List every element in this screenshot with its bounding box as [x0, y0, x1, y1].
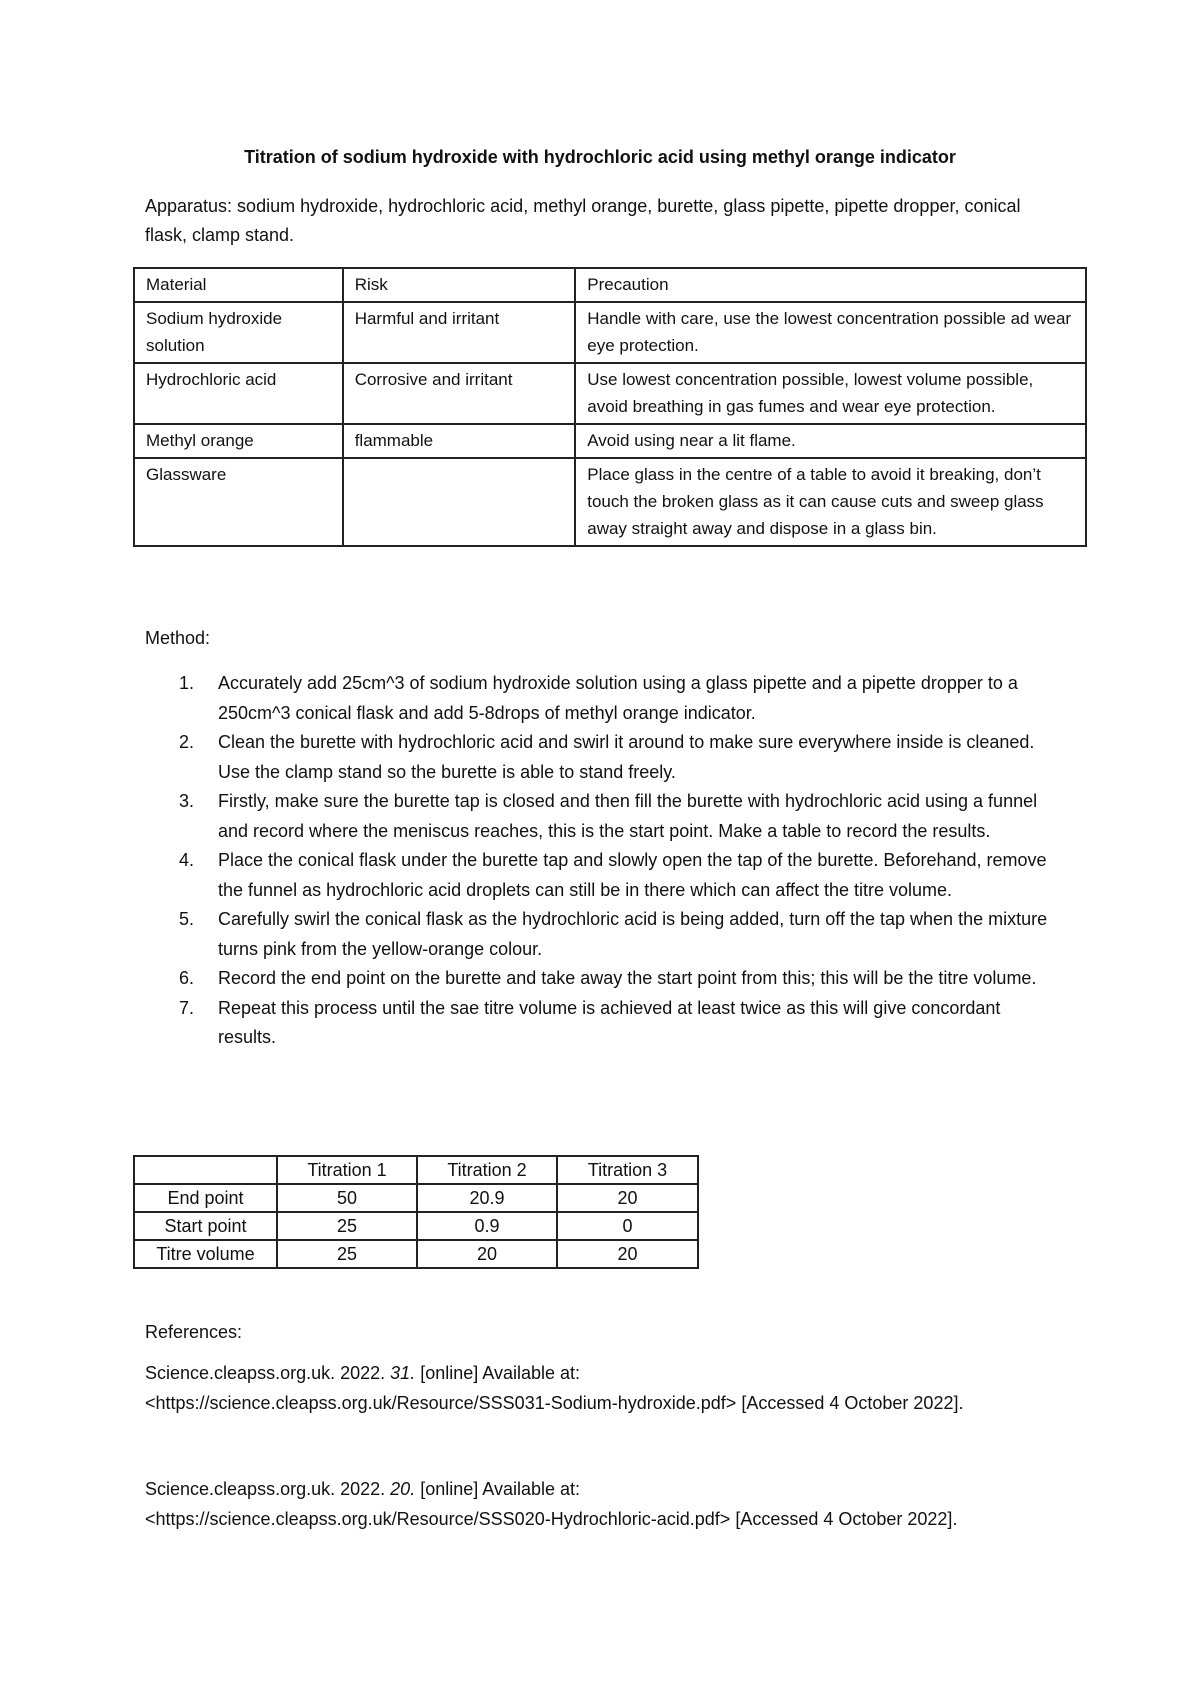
step-number: 2. [179, 732, 195, 752]
table-row [134, 302, 1086, 363]
reference-accessed: [Accessed 4 October 2022]. [735, 1509, 958, 1529]
value-cell: 50 [277, 1184, 417, 1212]
table-row [134, 1212, 698, 1240]
step-text: Firstly, make sure the burette tap is closed and then fill the burette with hydrochloric acid using a funnel and record where the meniscus reaches, this is the start point. Make a table to record the results. [218, 791, 1038, 841]
header-cell: Precaution [575, 268, 1086, 302]
table-row [134, 458, 1086, 546]
method-heading: Method: [145, 628, 211, 648]
header-cell [134, 1156, 277, 1184]
list-item [145, 846, 1060, 905]
risk-cell: flammable [343, 424, 576, 458]
reference-accessed: [Accessed 4 October 2022]. [741, 1393, 964, 1413]
header-cell: Titration 2 [417, 1156, 557, 1184]
precaution-cell: Avoid using near a lit flame. [575, 424, 1086, 458]
list-item [145, 905, 1060, 964]
step-text: Clean the burette with hydrochloric acid and swirl it around to make sure everywhere inside is cleaned. Use the clamp stand so the burette is able to stand freely. [218, 732, 1035, 782]
value-cell: 20 [557, 1184, 698, 1212]
list-item [145, 728, 1060, 787]
reference-url[interactable]: <https://science.cleapss.org.uk/Resource/SSS020-Hydrochloric-acid.pdf> [145, 1509, 731, 1529]
step-number: 7. [179, 997, 195, 1018]
list-item [145, 787, 1060, 846]
material-cell: Hydrochloric acid [134, 363, 343, 424]
risk-cell [343, 458, 576, 546]
table-header-row [134, 1156, 698, 1184]
step-number: 6. [179, 968, 195, 988]
step-number: 1. [179, 673, 195, 693]
table-row [134, 1184, 698, 1212]
method-steps-list [145, 669, 1060, 1053]
step-number: 3. [179, 791, 195, 811]
value-cell: 0.9 [417, 1212, 557, 1240]
step-text: Repeat this process until the sae titre volume is achieved at least twice as this will give concordant results. [218, 997, 1001, 1047]
row-label-cell: End point [134, 1184, 277, 1212]
reference-number: 31. [390, 1363, 416, 1383]
step-number: 5. [179, 909, 195, 929]
precaution-cell: Use lowest concentration possible, lowest volume possible, avoid breathing in gas fumes and wear eye protection. [575, 363, 1086, 424]
precaution-cell: Handle with care, use the lowest concentration possible ad wear eye protection. [575, 302, 1086, 363]
reference-available: [online] Available at: [420, 1363, 581, 1383]
header-cell: Titration 3 [557, 1156, 698, 1184]
step-text: Place the conical flask under the burette tap and slowly open the tap of the burette. Beforehand, remove the funnel as hydrochloric acid droplets can still be in there which can affect the titre volume. [218, 850, 1047, 900]
step-text: Record the end point on the burette and take away the start point from this; this will be the titre volume. [218, 968, 1037, 988]
material-cell: Glassware [134, 458, 343, 546]
reference-available: [online] Available at: [420, 1479, 581, 1499]
value-cell: 25 [277, 1240, 417, 1268]
reference-url[interactable]: <https://science.cleapss.org.uk/Resource/SSS031-Sodium-hydroxide.pdf> [145, 1393, 737, 1413]
document-title: Titration of sodium hydroxide with hydrochloric acid using methyl orange indicator [244, 147, 956, 167]
header-cell: Risk [343, 268, 576, 302]
value-cell: 20.9 [417, 1184, 557, 1212]
apparatus-paragraph: Apparatus: sodium hydroxide, hydrochloric acid, methyl orange, burette, glass pipette, pipette dropper, conical flask, clamp stand. [145, 196, 1021, 245]
reference-entry [145, 1474, 1075, 1534]
reference-site: Science.cleapss.org.uk. 2022. [145, 1479, 386, 1499]
references-heading: References: [145, 1322, 243, 1342]
step-text: Carefully swirl the conical flask as the hydrochloric acid is being added, turn off the tap when the mixture turns pink from the yellow-orange colour. [218, 909, 1048, 959]
header-cell: Material [134, 268, 343, 302]
step-number: 4. [179, 850, 195, 870]
table-row [134, 1240, 698, 1268]
table-header-row [134, 268, 1086, 302]
row-label-cell: Titre volume [134, 1240, 277, 1268]
step-text: Accurately add 25cm^3 of sodium hydroxide solution using a glass pipette and a pipette dropper to a 250cm^3 conical flask and add 5-8drops of methyl orange indicator. [218, 673, 1018, 723]
header-cell: Titration 1 [277, 1156, 417, 1184]
value-cell: 25 [277, 1212, 417, 1240]
reference-number: 20. [390, 1479, 416, 1499]
risk-assessment-table [133, 267, 1087, 547]
risk-cell: Corrosive and irritant [343, 363, 576, 424]
material-cell: Methyl orange [134, 424, 343, 458]
reference-entry [145, 1358, 1075, 1418]
value-cell: 20 [557, 1240, 698, 1268]
list-item [145, 669, 1060, 728]
titration-results-table [133, 1155, 699, 1269]
precaution-cell: Place glass in the centre of a table to avoid it breaking, don’t touch the broken glass as it can cause cuts and sweep glass away straight away and dispose in a glass bin. [575, 458, 1086, 546]
table-row [134, 363, 1086, 424]
value-cell: 0 [557, 1212, 698, 1240]
list-item [145, 994, 1060, 1053]
table-row [134, 424, 1086, 458]
risk-cell: Harmful and irritant [343, 302, 576, 363]
row-label-cell: Start point [134, 1212, 277, 1240]
list-item [145, 964, 1060, 994]
value-cell: 20 [417, 1240, 557, 1268]
material-cell: Sodium hydroxide solution [134, 302, 343, 363]
reference-site: Science.cleapss.org.uk. 2022. [145, 1363, 386, 1383]
